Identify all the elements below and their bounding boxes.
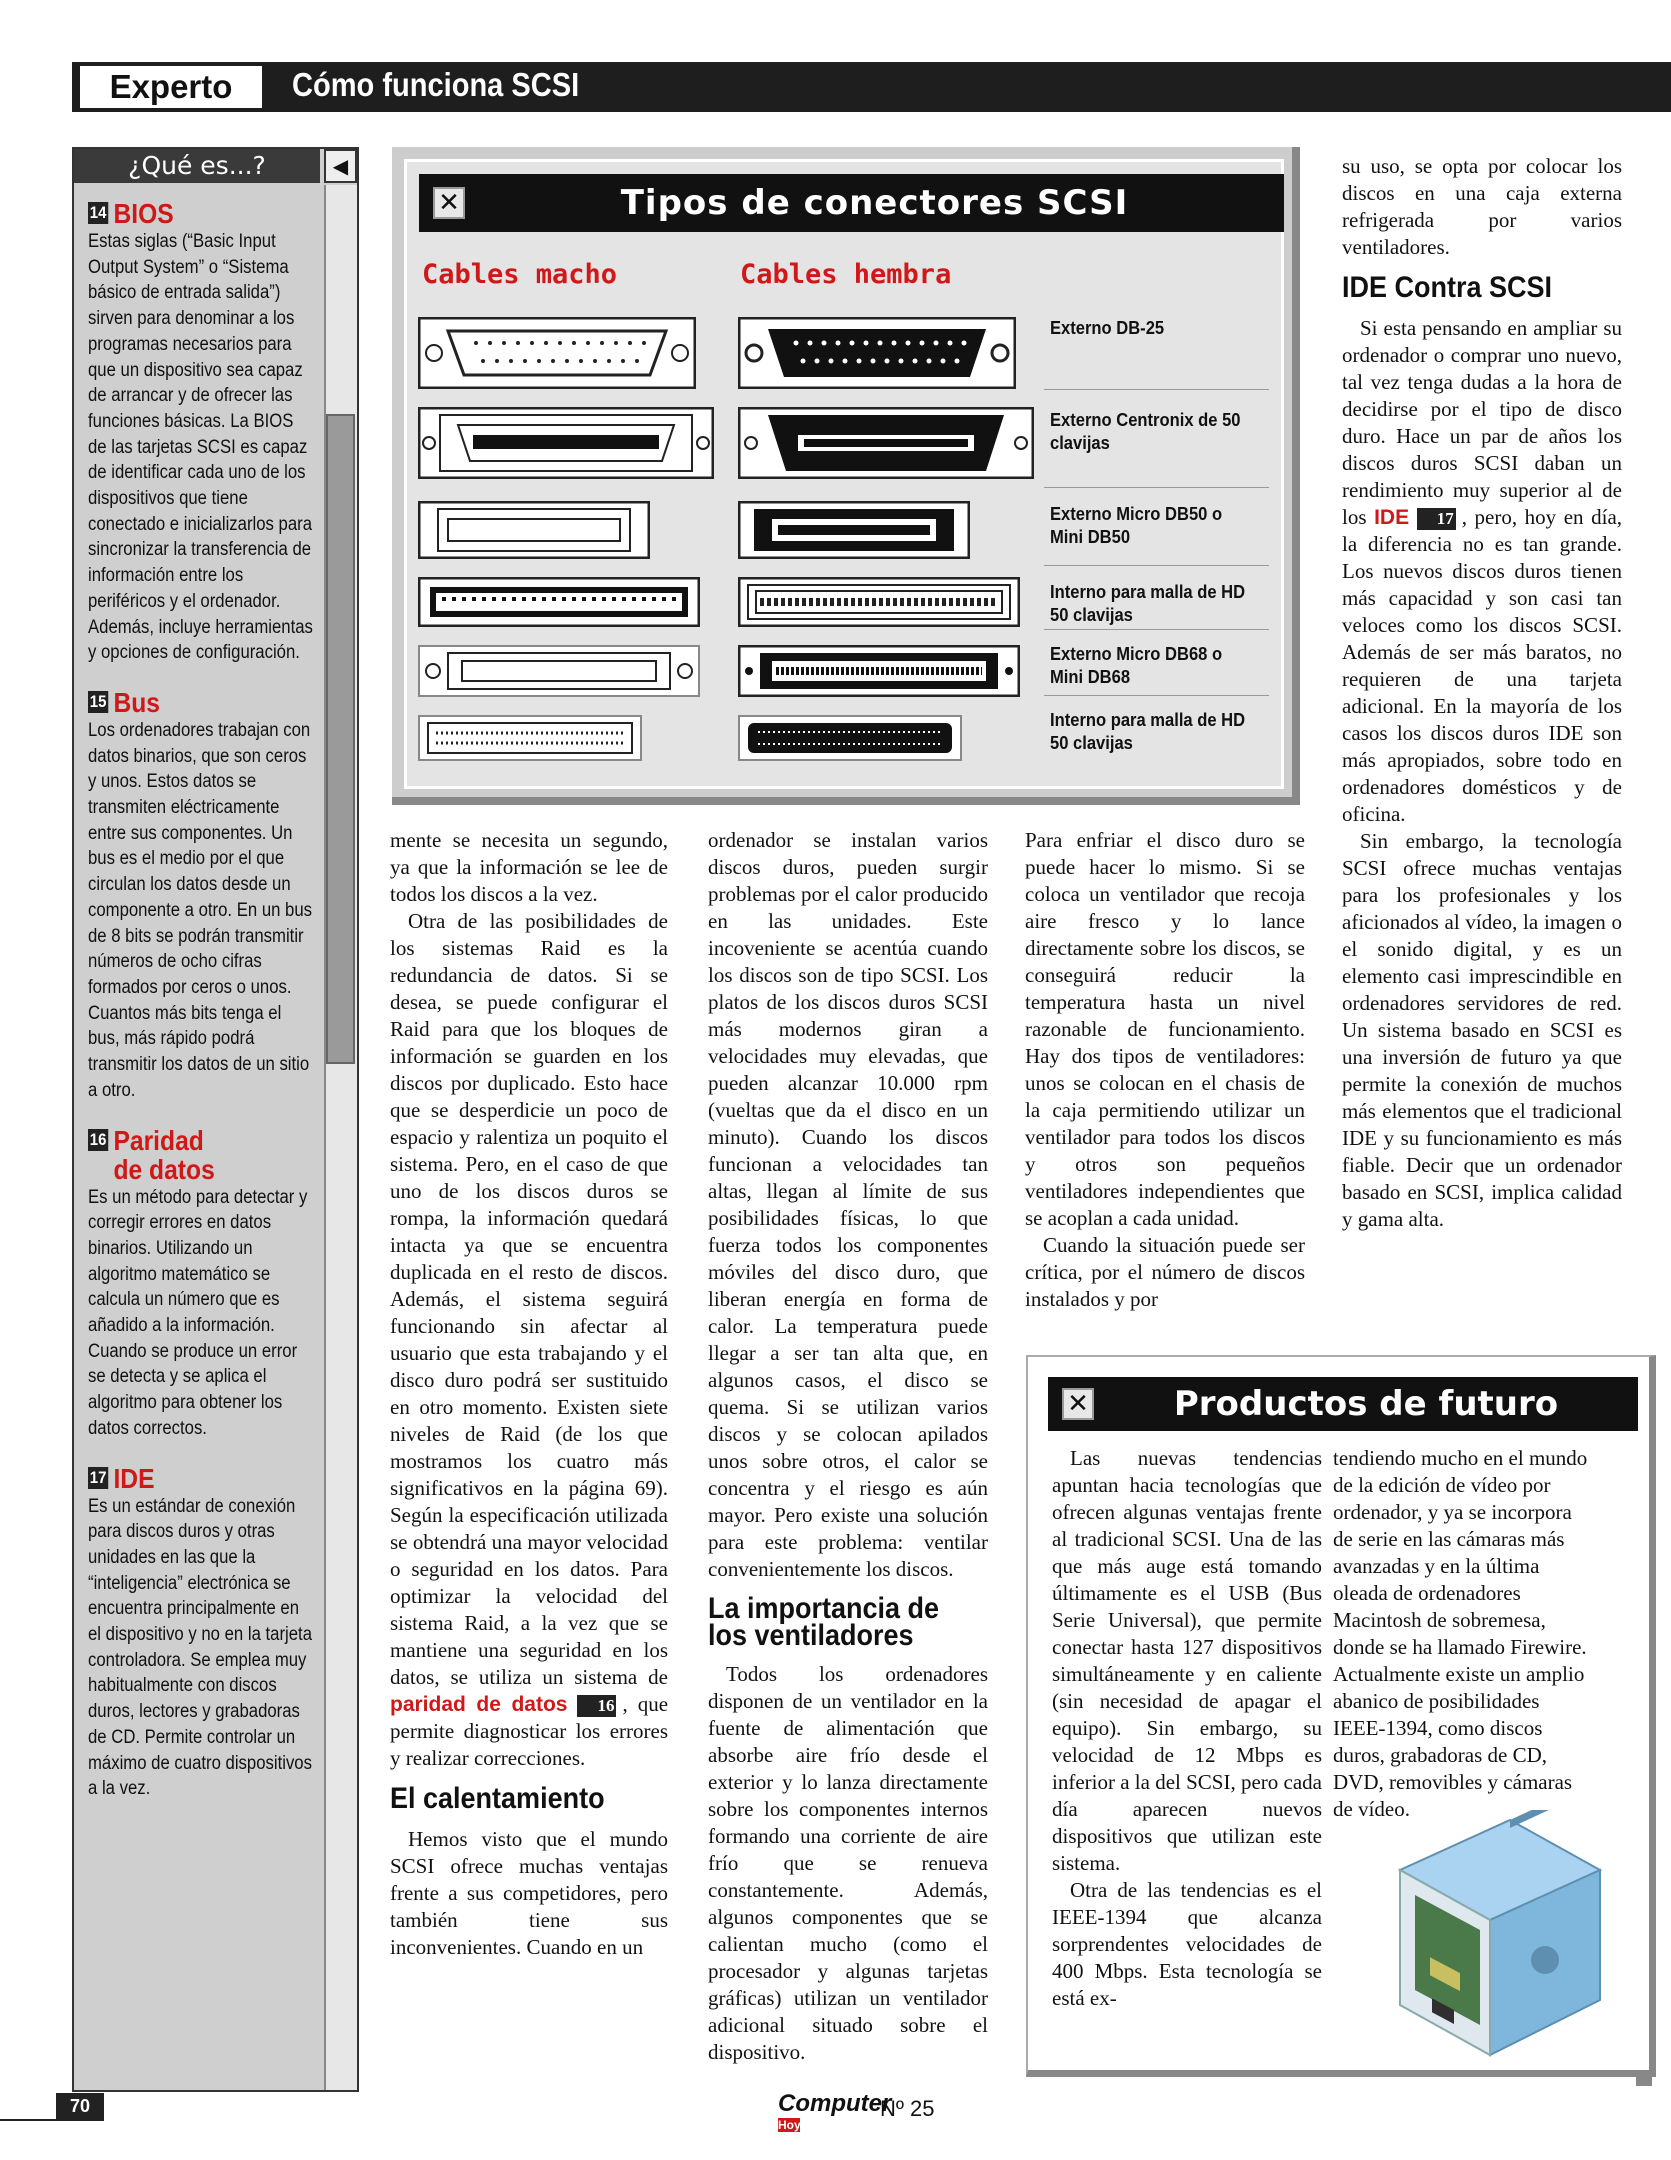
connector-male-centronix	[418, 407, 714, 479]
section-heading: La importancia de los ventiladores	[708, 1592, 940, 1652]
section-heading: El calentamiento	[390, 1782, 605, 1815]
paragraph: Si esta pensando en ampliar su ordenador o comprar uno nuevo, tal vez tenga dudas a la hora de decidirse por el tipo de disco duro. Hace un par de años los discos duros SCSI daban un rendimiento muy superior al de los IDE 17 , pero, hoy en día, la diferencia no es tan grande. Los nuevos discos duros tienen más capacidad y son casi tan veloces como los discos SCSI. Además de ser más baratos, no requieren de una tarjeta adicional. En la mayoría de los casos los discos duros IDE son más apropiados, sobre todo en ordenadores domésticos y de oficina.	[1342, 316, 1623, 826]
male-heading: Cables macho	[422, 259, 618, 290]
page-number: 70	[56, 2093, 104, 2119]
connector-label: Interno para malla de HD 50 clavijas	[1050, 710, 1246, 753]
glossary-entry-ide	[88, 1464, 316, 1802]
connector-male-db25	[418, 317, 696, 389]
connector-male-internal-hd50	[418, 577, 700, 627]
future-column-1	[1052, 1445, 1322, 2012]
article-column-3	[1025, 827, 1305, 1313]
paridad-link[interactable]: paridad de datos	[390, 1693, 568, 1716]
magazine-logo: Computer Hoy	[778, 2090, 892, 2132]
glossary-entry-bios	[88, 199, 316, 666]
connector-male-internal-hd50b	[418, 715, 642, 761]
female-heading: Cables hembra	[740, 259, 952, 290]
connector-female-internal-hd50b	[738, 715, 962, 761]
paragraph: Para enfriar el disco duro se puede hacer lo mismo. Si se coloca un ventilador que recoja aire fresco y lo lance directamente sobre los discos, se conseguirá reducir la temperatura hasta un nivel razonable de funcionamiento. Hay dos tipos de ventiladores: unos se colocan en el chasis de la caja permitiendo utilizar un ventilador para todos los discos y otros son pequeños ventiladores independientes que se acoplan a cada unidad.	[1025, 828, 1305, 1230]
connector-female-centronix	[738, 407, 1034, 479]
entry-title: Paridad de datos	[113, 1124, 215, 1185]
page-title: Cómo funciona SCSI	[292, 66, 580, 103]
connector-female-db25	[738, 317, 1016, 389]
close-icon[interactable]: ✕	[433, 187, 465, 219]
reference-number: 17	[1417, 508, 1456, 530]
paragraph: su uso, se opta por colocar los discos en una caja externa refrigerada por varios ventiladores.	[1342, 154, 1622, 259]
entry-title: Bus	[113, 686, 161, 718]
reference-number: 16	[577, 1695, 616, 1717]
paragraph: Otra de las tendencias es el IEEE-1394 que alcanza sorprendentes velocidades de 400 Mbps. Esta tecnología se está ex-	[1052, 1878, 1322, 2010]
future-title: Productos de futuro	[1173, 1384, 1559, 1424]
connectors-title-bar	[419, 174, 1284, 232]
connector-label: Externo DB-25	[1050, 318, 1165, 338]
issue-number: Nº 25	[880, 2096, 935, 2121]
close-icon[interactable]: ✕	[1062, 1388, 1094, 1420]
connector-label: Externo Centronix de 50 clavijas	[1050, 410, 1241, 453]
paragraph: tendiendo mucho en el mundo de la edición de vídeo por ordenador, y ya se incorpora de serie en las cámaras más avanzadas y en la última oleada de ordenadores Macintosh de sobremesa, donde se ha llamado Firewire. Actualmente existe un amplio abanico de posibilidades IEEE-1394, como discos duros, grabadoras de CD, DVD, removibles y cámaras de vídeo.	[1333, 1446, 1588, 1821]
entry-text: Los ordenadores trabajan con datos binarios, que son ceros y unos. Estos datos se transmiten eléctricamente entre sus componentes. Un bus es el medio por el que circulan los datos desde un componente a otro. En un bus de 8 bits se podrán transmitir números de ocho cifras formados por ceros o unos. Cuantos más bits tenga el bus, más rápido podrá transmitir los datos de un sitio a otro.	[88, 719, 313, 1101]
entry-number: 17	[89, 1467, 107, 1487]
connector-female-internal-hd50	[738, 577, 1020, 627]
entry-text: Es un método para detectar y corregir errores en datos binarios. Utilizando un algoritmo matemático se calcula un número que es añadido a la información. Cuando se produce un error se detecta y se aplica el algoritmo para obtener los datos correctos.	[88, 1186, 308, 1439]
divider	[1044, 487, 1269, 488]
divider	[1044, 629, 1269, 630]
paragraph: Todos los ordenadores disponen de un ventilador en la fuente de alimentación que absorbe aire frío desde el exterior y lo lanza directamente sobre los componentes internos formando una corriente de aire frío que se renueva constantemente. Además, algunos componentes que se calientan mucho (como el procesador y algunas tarjetas gráficas) utilizan un ventilador adicional situado sobre el dispositivo.	[708, 1662, 988, 2064]
glossary-entry-bus	[88, 688, 316, 1104]
connector-female-microdb68	[738, 645, 1020, 697]
arrow-left-icon[interactable]: ◀	[324, 149, 357, 183]
future-title-bar	[1048, 1377, 1638, 1431]
connectors-panel	[392, 147, 1300, 805]
section-heading: IDE Contra SCSI	[1342, 271, 1553, 304]
divider	[1044, 565, 1269, 566]
paragraph: ordenador se instalan varios discos duros, pueden surgir problemas por el calor producido en las unidades. Este incoveniente se acentúa cuando los discos son de tipo SCSI. Los platos de los discos duros SCSI más modernos giran a velocidades muy elevadas, que pueden alcanzar 10.000 rpm (vueltas que da el disco en un minuto). Cuando los discos funcionan a velocidades tan altas, llegan al límite de sus posibilidades físicas, lo que fuerza todos los componentes móviles del disco duro, que liberan energía en forma de calor. La temperatura puede llegar a ser tan alta que, en algunos casos, el disco se quema. Si se utilizan varios discos y se colocan apilados unos sobre otros, el calor se concentra y el riesgo es aún mayor. Pero existe una solución para este problema: ventilar convenientemente los discos.	[708, 828, 988, 1581]
connector-male-microdb68	[418, 645, 700, 697]
paragraph: Las nuevas tendencias apuntan hacia tecnologías que ofrecen algunas ventajas frente al tradicional SCSI. Una de las que más auge está tomando últimamente es el USB (Bus Serie Universal), que permite conectar hasta 127 dispositivos simultáneamente y en caliente (sin necesidad de apagar el equipo). Sin embargo, su velocidad de 12 Mbps es inferior a la del SCSI, pero cada día aparecen nuevos dispositivos que utilizan este sistema.	[1052, 1446, 1322, 1875]
article-column-4	[1342, 153, 1622, 1233]
connectors-title: Tipos de conectores SCSI	[620, 183, 1129, 223]
future-column-2	[1333, 1445, 1588, 1823]
section-tag: Experto	[76, 62, 266, 112]
paragraph: Sin embargo, la tecnología SCSI ofrece muchas ventajas para los profesionales y los aficionados al vídeo, la imagen o el sonido digital, y es un elemento casi imprescindible en ordenadores servidores de red. Un sistema basado en SCSI es una inversión de futuro ya que permite la conexión de muchos más elementos que el tradicional IDE y su funcionamiento es más fiable. Decir que un ordenador basado en SCSI, implica calidad y gama alta.	[1342, 829, 1622, 1231]
entry-text: Es un estándar de conexión para discos duros y otras unidades en las que la “inteligencia” electrónica se encuentra principalmente en el dispositivo y no en la tarjeta controladora. Se emplea muy habitualmente con discos duros, lectores y grabadoras de CD. Permite controlar un máximo de cuatro dispositivos a la vez.	[88, 1495, 313, 1800]
computer-tower-illustration	[1360, 1810, 1615, 2065]
glossary-heading: ¿Qué es...?	[74, 149, 320, 183]
end-mark	[1636, 2070, 1652, 2086]
paragraph: Cuando la situación puede ser crítica, por el número de discos instalados y por	[1025, 1233, 1305, 1311]
entry-number: 14	[89, 203, 107, 222]
connector-label: Externo Micro DB50 o Mini DB50	[1050, 504, 1223, 547]
glossary-sidebar	[72, 147, 359, 2092]
article-column-1	[390, 827, 668, 1961]
entry-title: BIOS	[113, 198, 174, 229]
page-header	[72, 62, 1671, 112]
paragraph: Otra de las posibilidades de los sistemas Raid es la redundancia de datos. Si se desea, se puede configurar el Raid para que los bloques de información se guarden en los discos por duplicado. Esto hace que se desperdicie un poco de espacio y ralentiza un poquito el sistema. Pero, en el caso de que uno de los discos duros se rompa, la información quedará intacta ya que se encuentra duplicada en el resto de discos. Además, el sistema seguirá funcionando sin afectar al usuario que esta trabajando y el disco duro podrá ser sustituido en otro momento. Existen siete niveles de Raid (de los que mostramos los cuatro más significativos en la página 69). Según la especificación utilizada se obtendrá una mayor velocidad o seguridad en los datos. Para optimizar la velocidad del sistema Raid, a la vez que se mantiene una seguridad en los datos, se utiliza un sistema de paridad de datos 16 , que permite diagnosticar los errores y realizar correcciones.	[390, 909, 669, 1770]
entry-text: Estas siglas (“Basic Input Output System” o “Sistema básico de entrada salida”) sirven para denominar a los programas necesarios para que un dispositivo sea capaz de arrancar y de ofrecer las funciones básicas. La BIOS de las tarjetas SCSI es capaz de identificar cada uno de los dispositivos que tiene conectado e inicializarlos para sincronizar la transferencia de información entre los periféricos y el ordenador. Además, incluye herramientas y opciones de configuración.	[88, 231, 313, 664]
glossary-entry-paridad	[88, 1126, 316, 1442]
entry-number: 15	[89, 691, 107, 711]
connector-male-microdb50	[418, 501, 650, 559]
article-column-2	[708, 827, 988, 2066]
scrollbar-thumb[interactable]	[326, 414, 355, 1064]
divider	[1044, 389, 1269, 390]
connector-label: Externo Micro DB68 o Mini DB68	[1050, 644, 1223, 687]
paragraph: Hemos visto que el mundo SCSI ofrece muchas ventajas frente a sus competidores, pero también tiene sus inconvenientes. Cuando en un	[390, 1827, 668, 1959]
connector-label: Interno para malla de HD 50 clavijas	[1050, 582, 1246, 625]
footer-rule	[0, 2119, 104, 2121]
divider	[1044, 695, 1269, 696]
connector-female-microdb50	[738, 501, 970, 559]
ide-link[interactable]: IDE	[1374, 506, 1410, 529]
paragraph: mente se necesita un segundo, ya que la información se lee de todos los discos a la vez.	[390, 828, 668, 906]
entry-title: IDE	[113, 1462, 155, 1494]
entry-number: 16	[89, 1129, 107, 1149]
